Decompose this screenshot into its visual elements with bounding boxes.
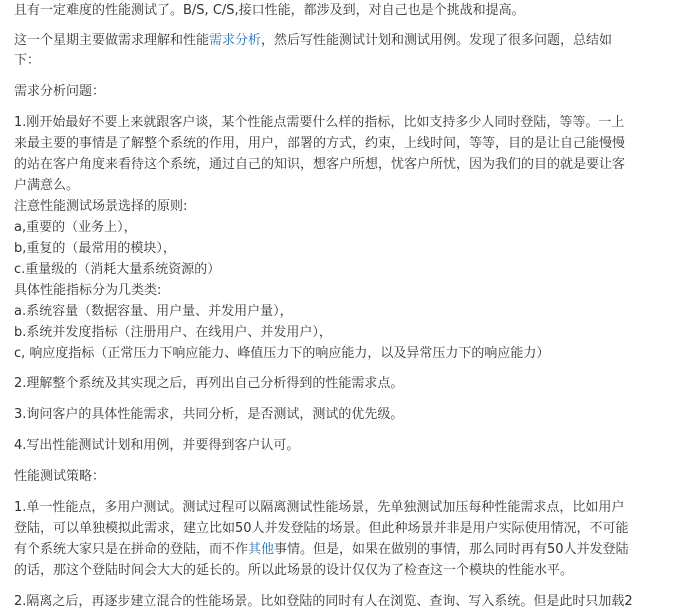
paragraph-text: 登陆，可以单独模拟此需求，建立比如50人并发登陆的场景。但此种场景并非是用户实际使用情况，不可能 <box>14 521 629 536</box>
paragraph-text: 有个系统大家只是在拼命的登陆，而不作 <box>14 542 249 557</box>
paragraph-line <box>14 436 299 456</box>
list-item-text: c, 响应度指标（正常压力下响应能力、峰值压力下的响应能力，以及异常压力下的响应能力） <box>14 346 550 361</box>
paragraph-line <box>14 498 624 518</box>
paragraph-line <box>14 374 403 394</box>
paragraph-text: 户满意么。 <box>14 178 80 193</box>
paragraph-line <box>14 540 629 560</box>
list-heading-text: 具体性能指标分为几类类: <box>14 283 162 298</box>
intro-line <box>14 31 612 51</box>
paragraph-line <box>14 519 629 539</box>
paragraph-text: 2.隔离之后，再逐步建立混合的性能场景。比如登陆的同时有人在浏览、查询、写入系统。但是此时只加载2 <box>14 594 633 609</box>
metrics-heading <box>14 281 161 301</box>
paragraph-text: 1.刚开始最好不要上来就跟客户谈，某个性能点需要什么样的指标，比如支持多少人同时登陆，等等。一上 <box>14 115 625 130</box>
paragraph-text: 1.单一性能点，多用户测试。测试过程可以隔离测试性能场景，先单独测试加压每种性能需求点，比如用户 <box>14 500 625 515</box>
list-item <box>14 302 293 322</box>
list-item <box>14 239 176 259</box>
paragraph-text: 的话，那这个登陆时间会大大的延长的。所以此场景的设计仅仅为了检查这一个模块的性能水平。 <box>14 563 574 578</box>
paragraph-line <box>14 592 633 612</box>
paragraph-text: 来最主要的事情是了解整个系统的作用，用户，部署的方式，约束，上线时间，等等，目的是让自己能慢慢 <box>14 136 626 151</box>
section-heading-requirements <box>14 82 105 102</box>
principles-heading <box>14 197 187 217</box>
list-heading-text: 注意性能测试场景选择的原则: <box>14 199 188 214</box>
paragraph-text: 3.询问客户的具体性能需求，共同分析，是否测试，测试的优先级。 <box>14 407 404 422</box>
paragraph-line <box>14 176 79 196</box>
list-item-text: b,重复的（最常用的模块）， <box>14 241 176 256</box>
intro-text: 这一个星期主要做需求理解和性能 <box>14 33 210 48</box>
list-item-text: a,重要的（业务上）， <box>14 220 137 235</box>
other-link[interactable]: 其他 <box>248 542 275 557</box>
section-heading-strategy <box>14 467 105 487</box>
paragraph-line <box>14 113 624 133</box>
paragraph-text: 4.写出性能测试计划和用例，并要得到客户认可。 <box>14 438 300 453</box>
paragraph-line <box>14 561 573 581</box>
list-item <box>14 344 549 364</box>
paragraph-line <box>14 155 625 175</box>
paragraph-text: 事情。但是，如果在做别的事情，那么同时再有50人并发登陆 <box>274 542 629 557</box>
intro-text: ，然后写性能测试计划和测试用例。发现了很多问题，总结如 <box>261 33 613 48</box>
heading-text: 性能测试策略： <box>14 469 106 484</box>
paragraph-line <box>14 134 625 154</box>
list-item <box>14 260 220 280</box>
requirements-analysis-link[interactable]: 需求分析 <box>209 33 262 48</box>
list-item-text: b.系统并发度指标（注册用户、在线用户、并发用户）， <box>14 325 332 340</box>
paragraph-text: 2.理解整个系统及其实现之后，再列出自己分析得到的性能需求点。 <box>14 376 404 391</box>
list-item <box>14 218 137 238</box>
intro-text: 下： <box>14 53 41 68</box>
list-item-text: a.系统容量（数据容量、用户量、并发用户量）， <box>14 304 293 319</box>
list-item <box>14 323 332 343</box>
heading-text: 需求分析问题： <box>14 84 106 99</box>
intro-line <box>14 51 40 71</box>
intro-line <box>14 1 525 21</box>
intro-text: 且有一定难度的性能测试了。B/S, C/S,接口性能，都涉及到，对自己也是个挑战和提高。 <box>14 3 525 18</box>
paragraph-line <box>14 405 403 425</box>
paragraph-text: 的站在客户角度来看待这个系统，通过自己的知识，想客户所想，忧客户所忧，因为我们的目的就是要让客 <box>14 157 626 172</box>
list-item-text: c.重量级的（消耗大量系统资源的） <box>14 262 221 277</box>
